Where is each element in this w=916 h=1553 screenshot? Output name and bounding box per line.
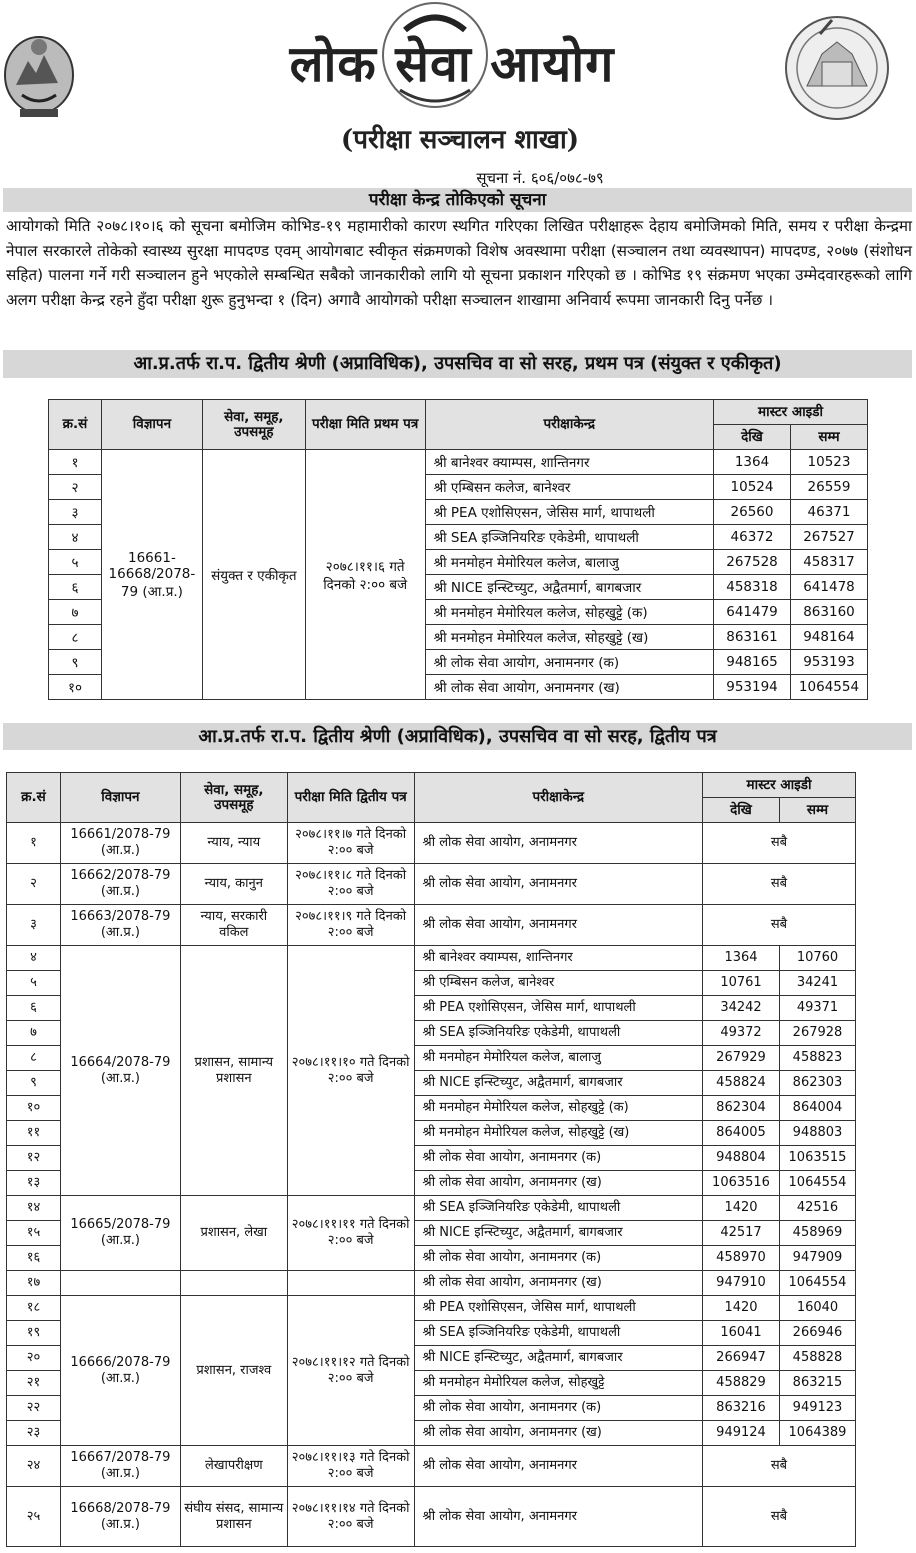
service-cell: न्याय, न्याय	[180, 823, 287, 864]
from-cell: 1420	[703, 1196, 780, 1221]
sn-cell: १६	[7, 1246, 61, 1271]
ad-cell: 16664/2078-79 (आ.प्र.)	[60, 946, 180, 1196]
from-cell: 42517	[703, 1221, 780, 1246]
center-cell: श्री SEA इञ्जिनियरिङ एकेडेमी, थापाथली	[414, 1196, 702, 1221]
from-cell: 863161	[714, 625, 791, 650]
notice-title: परीक्षा केन्द्र तोकिएको सूचना	[3, 188, 912, 212]
header-service: सेवा, समूह, उपसमूह	[180, 773, 287, 823]
ad-cell: 16666/2078-79 (आ.प्र.)	[60, 1296, 180, 1446]
table-row	[7, 864, 856, 905]
center-cell: श्री मनमोहन मेमोरियल कलेज, सोहखुट्टे (क)	[425, 600, 713, 625]
from-cell: 948165	[714, 650, 791, 675]
center-cell: श्री लोक सेवा आयोग, अनामनगर (क)	[414, 1246, 702, 1271]
table-row	[7, 1487, 856, 1547]
to-cell: 949123	[779, 1396, 855, 1421]
from-cell: 863216	[703, 1396, 780, 1421]
to-cell: 49371	[779, 996, 855, 1021]
service-cell: संघीय संसद, सामान्य प्रशासन	[180, 1487, 287, 1547]
center-cell: श्री बानेश्वर क्याम्पस, शान्तिनगर	[425, 450, 713, 475]
header-service: सेवा, समूह, उपसमूह	[202, 400, 305, 450]
from-cell: 458829	[703, 1371, 780, 1396]
center-cell: श्री मनमोहन मेमोरियल कलेज, बालाजु	[425, 550, 713, 575]
service-cell: प्रशासन, सामान्य प्रशासन	[180, 946, 287, 1196]
from-cell: 10524	[714, 475, 791, 500]
to-cell: 458317	[790, 550, 867, 575]
to-cell: 458969	[779, 1221, 855, 1246]
to-cell: 10760	[779, 946, 855, 971]
empty-cell	[60, 1271, 180, 1296]
header-ad: विज्ञापन	[60, 773, 180, 823]
header-date: परीक्षा मिति प्रथम पत्र	[305, 400, 425, 450]
sn-cell: ५	[7, 971, 61, 996]
date-cell: २०७८।११।१० गते दिनको २:०० बजे	[287, 946, 414, 1196]
section2-heading: आ.प्र.तर्फ रा.प. द्वितीय श्रेणी (अप्राविधिक), उपसचिव वा सो सरह, द्वितीय पत्र	[3, 723, 912, 750]
sn-cell: २२	[7, 1396, 61, 1421]
sn-cell: ३	[49, 500, 102, 525]
center-cell: श्री एम्बिसन कलेज, बानेश्वर	[425, 475, 713, 500]
to-cell: 34241	[779, 971, 855, 996]
service-cell: संयुक्त र एकीकृत	[202, 450, 305, 700]
sn-cell: १८	[7, 1296, 61, 1321]
sn-cell: १४	[7, 1196, 61, 1221]
from-cell: 1420	[703, 1296, 780, 1321]
center-cell: श्री लोक सेवा आयोग, अनामनगर (ख)	[425, 675, 713, 700]
date-cell: २०७८।११।७ गते दिनको २:०० बजे	[287, 823, 414, 864]
to-cell: 266946	[779, 1321, 855, 1346]
service-cell: लेखापरीक्षण	[180, 1446, 287, 1487]
sn-cell: १२	[7, 1146, 61, 1171]
to-cell: 641478	[790, 575, 867, 600]
sn-cell: ६	[49, 575, 102, 600]
center-cell: श्री एम्बिसन कलेज, बानेश्वर	[414, 971, 702, 996]
sn-cell: २	[7, 864, 61, 905]
center-cell: श्री लोक सेवा आयोग, अनामनगर	[414, 1487, 702, 1547]
table-row	[7, 1271, 856, 1296]
page-title: लोक सेवा आयोग	[289, 34, 615, 93]
from-cell: 16041	[703, 1321, 780, 1346]
notice-number: सूचना नं. ६०६/०७८-७९	[476, 169, 604, 187]
from-cell: 10761	[703, 971, 780, 996]
to-cell: 10523	[790, 450, 867, 475]
to-cell: 16040	[779, 1296, 855, 1321]
to-cell: 862303	[779, 1071, 855, 1096]
from-cell: 458824	[703, 1071, 780, 1096]
from-cell: 947910	[703, 1271, 780, 1296]
to-cell: 26559	[790, 475, 867, 500]
center-cell: श्री NICE इन्स्टिच्युट, अद्वैतमार्ग, बागबजार	[414, 1221, 702, 1246]
center-cell: श्री लोक सेवा आयोग, अनामनगर (क)	[414, 1146, 702, 1171]
to-cell: 46371	[790, 500, 867, 525]
center-cell: श्री मनमोहन मेमोरियल कलेज, सोहखुट्टे (क)	[414, 1096, 702, 1121]
from-cell: 948804	[703, 1146, 780, 1171]
center-cell: श्री लोक सेवा आयोग, अनामनगर (क)	[425, 650, 713, 675]
service-cell: न्याय, सरकारी वकिल	[180, 905, 287, 946]
sn-cell: ८	[49, 625, 102, 650]
sn-cell: १	[7, 823, 61, 864]
header-ad: विज्ञापन	[101, 400, 202, 450]
center-cell: श्री मनमोहन मेमोरियल कलेज, सोहखुट्टे	[414, 1371, 702, 1396]
table-row	[7, 905, 856, 946]
to-cell: 1064554	[779, 1171, 855, 1196]
center-cell: श्री मनमोहन मेमोरियल कलेज, सोहखुट्टे (ख)	[425, 625, 713, 650]
sn-cell: ४	[49, 525, 102, 550]
from-cell: 949124	[703, 1421, 780, 1446]
to-cell: 267928	[779, 1021, 855, 1046]
sn-cell: १०	[7, 1096, 61, 1121]
to-cell: 864004	[779, 1096, 855, 1121]
to-cell: 947909	[779, 1246, 855, 1271]
to-cell: 863215	[779, 1371, 855, 1396]
service-cell: प्रशासन, राजश्व	[180, 1296, 287, 1446]
from-cell: 1364	[703, 946, 780, 971]
notice-paragraph: आयोगको मिति २०७८।१०।६ को सूचना बमोजिम कोभिड-१९ महामारीको कारण स्थगित गरिएका लिखित परीक्षाहरू देहाय बमोजिमको मिति, समय र परीक्षा केन्द्रमा नेपाल सरकारले तोकेको स्वास्थ्य सुरक्षा मापदण्ड एवम् आयोगबाट स्वीकृत संक्रमणको विशेष अवस्थामा परीक्षा (सञ्चालन तथा व्यवस्थापन) मापदण्ड, २०७७ (संशोधन सहित) पालना गर्ने गरी सञ्चालन हुने भएकोले सम्बन्धित सबैको जानकारीको लागि यो सूचना प्रकाशन गरिएको छ । कोभिड १९ संक्रमण भएका उम्मेदवारहरूको लागि अलग परीक्षा केन्द्र रहने हुँदा परीक्षा शुरू हुनुभन्दा १ (दिन) अगावै आयोगको परीक्षा सञ्चालन शाखामा अनिवार्य रूपमा जानकारी दिनु पर्नेछ ।	[6, 217, 912, 309]
center-cell: श्री NICE इन्स्टिच्युट, अद्वैतमार्ग, बागबजार	[414, 1071, 702, 1096]
header-to: सम्म	[790, 425, 867, 450]
to-cell: 458828	[779, 1346, 855, 1371]
exam-center-table-second-paper	[6, 772, 856, 1547]
empty-cell	[180, 1271, 287, 1296]
sn-cell: ७	[49, 600, 102, 625]
from-cell: 34242	[703, 996, 780, 1021]
table-row	[7, 946, 856, 971]
sn-cell: ९	[7, 1071, 61, 1096]
center-cell: श्री मनमोहन मेमोरियल कलेज, बालाजु	[414, 1046, 702, 1071]
center-cell: श्री लोक सेवा आयोग, अनामनगर	[414, 905, 702, 946]
from-cell: 1364	[714, 450, 791, 475]
sn-cell: ९	[49, 650, 102, 675]
sn-cell: ७	[7, 1021, 61, 1046]
to-cell: 1064389	[779, 1421, 855, 1446]
to-cell: 458823	[779, 1046, 855, 1071]
branch-name: (परीक्षा सञ्चालन शाखा)	[340, 125, 580, 155]
sn-cell: २५	[7, 1487, 61, 1547]
empty-cell	[287, 1271, 414, 1296]
center-cell: श्री मनमोहन मेमोरियल कलेज, सोहखुट्टे (ख)	[414, 1121, 702, 1146]
center-cell: श्री SEA इञ्जिनियरिङ एकेडेमी, थापाथली	[414, 1321, 702, 1346]
to-cell: 1063515	[779, 1146, 855, 1171]
center-cell: श्री NICE इन्स्टिच्युट, अद्वैतमार्ग, बागबजार	[414, 1346, 702, 1371]
header-master-id: मास्टर आइडी	[703, 773, 856, 798]
ad-cell: 16661/2078-79 (आ.प्र.)	[60, 823, 180, 864]
from-cell: 26560	[714, 500, 791, 525]
all-ids-cell: सबै	[703, 864, 856, 905]
center-cell: श्री लोक सेवा आयोग, अनामनगर (ख)	[414, 1171, 702, 1196]
ad-cell: 16667/2078-79 (आ.प्र.)	[60, 1446, 180, 1487]
all-ids-cell: सबै	[703, 823, 856, 864]
header-to: सम्म	[779, 798, 855, 823]
header-center: परीक्षाकेन्द्र	[425, 400, 713, 450]
from-cell: 641479	[714, 600, 791, 625]
sn-cell: २३	[7, 1421, 61, 1446]
date-cell: २०७८।११।६ गते दिनको २:०० बजे	[305, 450, 425, 700]
sn-cell: ८	[7, 1046, 61, 1071]
from-cell: 267929	[703, 1046, 780, 1071]
section1-heading: आ.प्र.तर्फ रा.प. द्वितीय श्रेणी (अप्राविधिक), उपसचिव वा सो सरह, प्रथम पत्र (संयुक्त र एकीकृत)	[3, 350, 912, 378]
table-row	[7, 1446, 856, 1487]
date-cell: २०७८।११।१३ गते दिनको २:०० बजे	[287, 1446, 414, 1487]
to-cell: 1064554	[779, 1271, 855, 1296]
to-cell: 42516	[779, 1196, 855, 1221]
header-center: परीक्षाकेन्द्र	[414, 773, 702, 823]
all-ids-cell: सबै	[703, 1487, 856, 1547]
table-row	[7, 823, 856, 864]
from-cell: 1063516	[703, 1171, 780, 1196]
date-cell: २०७८।११।१४ गते दिनको २:०० बजे	[287, 1487, 414, 1547]
center-cell: श्री NICE इन्स्टिच्युट, अद्वैतमार्ग, बागबजार	[425, 575, 713, 600]
from-cell: 49372	[703, 1021, 780, 1046]
to-cell: 953193	[790, 650, 867, 675]
all-ids-cell: सबै	[703, 905, 856, 946]
from-cell: 267528	[714, 550, 791, 575]
ad-cell: 16668/2078-79 (आ.प्र.)	[60, 1487, 180, 1547]
table-row	[7, 1196, 856, 1221]
sn-cell: ३	[7, 905, 61, 946]
center-cell: श्री लोक सेवा आयोग, अनामनगर	[414, 864, 702, 905]
center-cell: श्री लोक सेवा आयोग, अनामनगर (ख)	[414, 1421, 702, 1446]
center-cell: श्री लोक सेवा आयोग, अनामनगर	[414, 1446, 702, 1487]
center-cell: श्री PEA एशोसिएसन, जेसिस मार्ग, थापाथली	[425, 500, 713, 525]
date-cell: २०७८।११।१२ गते दिनको २:०० बजे	[287, 1296, 414, 1446]
service-cell: न्याय, कानुन	[180, 864, 287, 905]
header-sn: क्र.सं	[7, 773, 61, 823]
sn-cell: ६	[7, 996, 61, 1021]
header-master-id: मास्टर आइडी	[714, 400, 868, 425]
sn-cell: ४	[7, 946, 61, 971]
page-header	[0, 0, 916, 190]
sn-cell: २०	[7, 1346, 61, 1371]
from-cell: 458970	[703, 1246, 780, 1271]
exam-center-table-first-paper	[48, 399, 868, 700]
ad-cell: 16663/2078-79 (आ.प्र.)	[60, 905, 180, 946]
sn-cell: २१	[7, 1371, 61, 1396]
sn-cell: १५	[7, 1221, 61, 1246]
sn-cell: १०	[49, 675, 102, 700]
to-cell: 948803	[779, 1121, 855, 1146]
from-cell: 862304	[703, 1096, 780, 1121]
to-cell: 267527	[790, 525, 867, 550]
sn-cell: १३	[7, 1171, 61, 1196]
center-cell: श्री SEA इञ्जिनियरिङ एकेडेमी, थापाथली	[425, 525, 713, 550]
all-ids-cell: सबै	[703, 1446, 856, 1487]
sn-cell: ११	[7, 1121, 61, 1146]
center-cell: श्री PEA एशोसिएसन, जेसिस मार्ग, थापाथली	[414, 1296, 702, 1321]
center-cell: श्री बानेश्वर क्याम्पस, शान्तिनगर	[414, 946, 702, 971]
sn-cell: २	[49, 475, 102, 500]
ad-cell: 16661-16668/2078-79 (आ.प्र.)	[101, 450, 202, 700]
psc-logo-icon	[782, 14, 892, 122]
center-cell: श्री लोक सेवा आयोग, अनामनगर	[414, 823, 702, 864]
sn-cell: ५	[49, 550, 102, 575]
date-cell: २०७८।११।८ गते दिनको २:०० बजे	[287, 864, 414, 905]
center-cell: श्री लोक सेवा आयोग, अनामनगर (क)	[414, 1396, 702, 1421]
from-cell: 953194	[714, 675, 791, 700]
service-cell: प्रशासन, लेखा	[180, 1196, 287, 1271]
center-cell: श्री लोक सेवा आयोग, अनामनगर (ख)	[414, 1271, 702, 1296]
date-cell: २०७८।११।९ गते दिनको २:०० बजे	[287, 905, 414, 946]
sn-cell: १९	[7, 1321, 61, 1346]
ad-cell: 16662/2078-79 (आ.प्र.)	[60, 864, 180, 905]
to-cell: 863160	[790, 600, 867, 625]
to-cell: 948164	[790, 625, 867, 650]
to-cell: 1064554	[790, 675, 867, 700]
center-cell: श्री SEA इञ्जिनियरिङ एकेडेमी, थापाथली	[414, 1021, 702, 1046]
center-cell: श्री PEA एशोसिएसन, जेसिस मार्ग, थापाथली	[414, 996, 702, 1021]
date-cell: २०७८।११।११ गते दिनको २:०० बजे	[287, 1196, 414, 1271]
from-cell: 46372	[714, 525, 791, 550]
sn-cell: २४	[7, 1446, 61, 1487]
header-from: देखि	[714, 425, 791, 450]
from-cell: 458318	[714, 575, 791, 600]
table-row	[7, 1296, 856, 1321]
header-sn: क्र.सं	[49, 400, 102, 450]
from-cell: 266947	[703, 1346, 780, 1371]
header-from: देखि	[703, 798, 780, 823]
from-cell: 864005	[703, 1121, 780, 1146]
ad-cell: 16665/2078-79 (आ.प्र.)	[60, 1196, 180, 1271]
table-row	[49, 450, 868, 475]
sn-cell: १	[49, 450, 102, 475]
header-date: परीक्षा मिति द्वितीय पत्र	[287, 773, 414, 823]
sn-cell: १७	[7, 1271, 61, 1296]
nepal-emblem-icon	[2, 25, 76, 121]
